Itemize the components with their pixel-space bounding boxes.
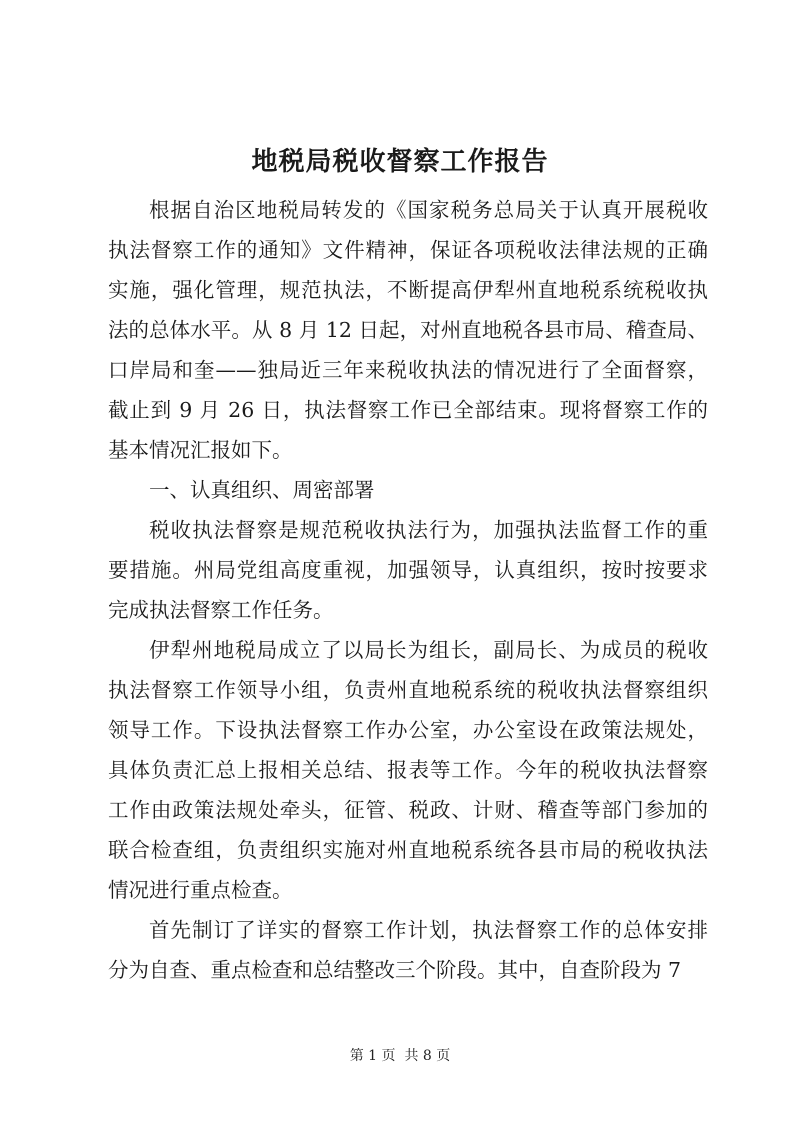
paragraph-line: 伊犁州地税局成立了以局长为组长，副局长、为成员的税收 xyxy=(149,638,708,662)
paragraph-line: 根据自治区地税局转发的《国家税务总局关于认真开展税收 xyxy=(149,198,708,222)
page-footer: 第 1 页 共 8 页 xyxy=(349,1048,451,1064)
paragraph-line: 情况进行重点检查。 xyxy=(108,878,293,902)
paragraph-line: 领导工作。下设执法督察工作办公室，办公室设在政策法规处， xyxy=(108,718,708,742)
paragraph-line: 法的总体水平。从 8 月 12 日起，对州直地税各县市局、稽查局、 xyxy=(108,318,708,342)
paragraph-line: 具体负责汇总上报相关总结、报表等工作。今年的税收执法督察 xyxy=(108,758,708,782)
paragraph-line: 要措施。州局党组高度重视，加强领导，认真组织，按时按要求 xyxy=(108,558,708,582)
paragraph-line: 联合检查组，负责组织实施对州直地税系统各县市局的税收执法 xyxy=(108,838,708,862)
paragraph-line: 执法督察工作领导小组，负责州直地税系统的税收执法督察组织 xyxy=(108,678,708,702)
paragraph-line: 口岸局和奎——独局近三年来税收执法的情况进行了全面督察， xyxy=(108,358,708,382)
paragraph-line: 截止到 9 月 26 日，执法督察工作已全部结束。现将督察工作的 xyxy=(108,398,708,422)
paragraph-line: 执法督察工作的通知》文件精神，保证各项税收法律法规的正确 xyxy=(108,238,708,262)
paragraph-line: 首先制订了详实的督察工作计划，执法督察工作的总体安排 xyxy=(149,918,708,942)
paragraph-line: 税收执法督察是规范税收执法行为，加强执法监督工作的重 xyxy=(149,518,708,542)
paragraph-line: 基本情况汇报如下。 xyxy=(108,438,293,462)
document-title: 地税局税收督察工作报告 xyxy=(251,147,549,177)
paragraph-line: 分为自查、重点检查和总结整改三个阶段。其中，自查阶段为 7 xyxy=(108,958,682,982)
paragraph-line: 实施，强化管理，规范执法，不断提高伊犁州直地税系统税收执 xyxy=(108,278,708,302)
document-body xyxy=(108,190,708,990)
section-heading: 一、认真组织、周密部署 xyxy=(149,478,375,502)
paragraph-line: 完成执法督察工作任务。 xyxy=(108,598,334,622)
paragraph-line: 工作由政策法规处牵头，征管、税政、计财、稽查等部门参加的 xyxy=(108,798,708,822)
